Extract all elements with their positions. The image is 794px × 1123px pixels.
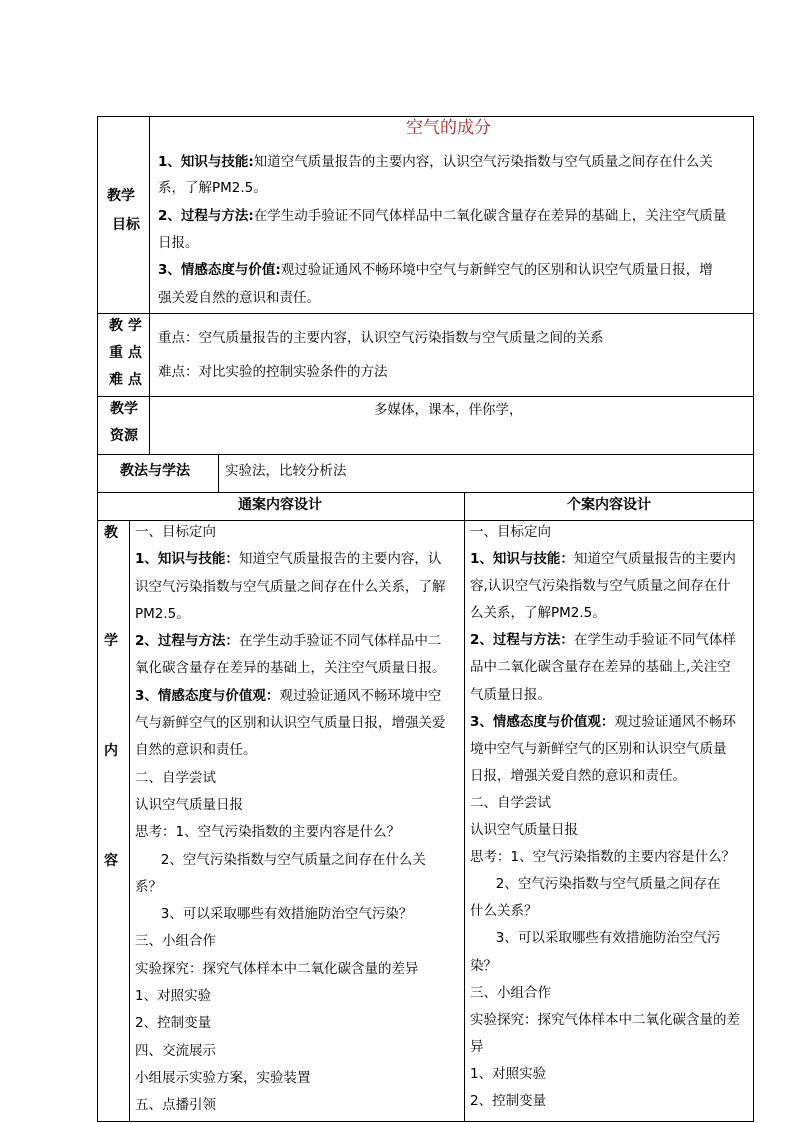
individual-line-21: 1、对照实验 <box>470 1065 547 1082</box>
individual-line-15: 什么关系？ <box>470 903 538 920</box>
row-divider-4 <box>97 492 754 493</box>
individual-line-2-text: 知道空气质量报告的主要内 <box>573 551 736 568</box>
individual-line-8 <box>470 709 750 736</box>
common-line-20: 四、交流展示 <box>135 1042 216 1059</box>
common-line-9: 自然的意识和责任。 <box>135 742 257 759</box>
objective-1-head: 1、知识与技能: <box>158 154 254 170</box>
keypoints-label-2: 重 点 <box>109 345 142 361</box>
individual-line-8-text: 观过验证通风不畅环 <box>614 713 736 730</box>
individual-line-19: 实验探究：探究气体样本中二氧化碳含量的差 <box>470 1011 740 1028</box>
individual-line-12: 认识空气质量日报 <box>470 822 578 839</box>
side-label-divider <box>129 520 130 1121</box>
individual-line-17: 染？ <box>470 957 497 974</box>
common-line-15: 3、可以采取哪些有效措施防治空气污染？ <box>135 906 413 923</box>
objective-line-1 <box>158 149 713 175</box>
common-line-7-text: 观过验证通风不畅环境中空 <box>279 687 442 704</box>
common-line-16: 三、小组合作 <box>135 933 216 950</box>
key-point-text: 重点：空气质量报告的主要内容，认识空气污染指数与空气质量之间的关系 <box>158 330 604 346</box>
objective-2-head: 2、过程与方法: <box>158 208 254 224</box>
individual-line-16: 3、可以采取哪些有效措施防治空气污 <box>470 930 721 947</box>
individual-line-10: 日报，增强关爱自然的意识和责任。 <box>470 767 686 784</box>
table-border-left <box>97 116 98 1121</box>
common-line-21: 小组展示实验方案，实验装置 <box>135 1069 311 1086</box>
individual-line-20: 异 <box>470 1038 484 1055</box>
objective-line-3-cont: 强关爱自然的意识和责任。 <box>158 290 320 306</box>
common-line-7-head: 3、情感态度与价值观： <box>135 687 280 704</box>
objective-3-head: 3、情感态度与价值: <box>158 262 281 278</box>
keypoints-label-1: 教 学 <box>109 318 142 334</box>
common-line-6: 氧化碳含量存在差异的基础上，关注空气质量日报。 <box>135 660 446 677</box>
individual-line-8-head: 3、情感态度与价值观： <box>470 713 615 730</box>
objective-line-2-cont: 日报。 <box>158 235 199 251</box>
common-line-7 <box>135 683 460 710</box>
common-line-22: 五、点播引领 <box>135 1097 216 1114</box>
objective-line-1-cont: 系，了解PM2.5。 <box>158 180 267 196</box>
individual-line-11: 二、自学尝试 <box>470 794 551 811</box>
individual-line-2-head: 1、知识与技能： <box>470 551 574 568</box>
page-title: 空气的成分 <box>406 118 491 138</box>
common-line-2-text: 知道空气质量报告的主要内容，认 <box>238 551 442 568</box>
objective-1-text: 知道空气质量报告的主要内容，认识空气污染指数与空气质量之间存在什么关 <box>253 154 713 170</box>
individual-line-5 <box>470 627 750 654</box>
common-line-4: PM2.5。 <box>135 605 190 622</box>
row-divider-1 <box>97 313 754 314</box>
common-line-14: 系？ <box>135 878 162 895</box>
common-line-2-head: 1、知识与技能： <box>135 551 239 568</box>
objectives-label-bottom: 目标 <box>112 217 140 233</box>
table-border-right <box>753 116 754 1121</box>
common-line-11: 认识空气质量日报 <box>135 796 243 813</box>
content-side-label-2: 学 <box>104 633 118 649</box>
individual-design-content <box>470 519 750 1115</box>
difficulty-text: 难点：对比实验的控制实验条件的方法 <box>158 364 388 380</box>
table-border-bottom <box>97 1121 754 1122</box>
keypoints-label-3: 难 点 <box>109 372 142 388</box>
objectives-label-top: 教学 <box>107 188 135 204</box>
individual-line-14: 2、空气污染指数与空气质量之间存在 <box>470 876 721 893</box>
common-line-12: 思考：1、空气污染指数的主要内容是什么？ <box>135 824 401 841</box>
common-line-18: 1、对照实验 <box>135 988 212 1005</box>
individual-line-5-head: 2、过程与方法： <box>470 632 574 649</box>
individual-line-1: 一、目标定向 <box>470 524 551 540</box>
common-line-17: 实验探究：探究气体样本中二氧化碳含量的差异 <box>135 960 419 977</box>
individual-line-13: 思考：1、空气污染指数的主要内容是什么？ <box>470 849 736 866</box>
individual-line-6: 品中二氧化碳含量存在差异的基础上,关注空 <box>470 659 731 676</box>
content-side-label-1: 教 <box>104 525 118 541</box>
individual-line-2 <box>470 546 750 573</box>
individual-line-7: 气质量日报。 <box>470 686 551 703</box>
individual-line-5-text: 在学生动手验证不同气体样 <box>573 632 736 649</box>
objective-3-text: 观过验证通风不畅环境中空气与新鲜空气的区别和认识空气质量日报，增 <box>280 262 713 278</box>
individual-line-3: 容,认识空气污染指数与空气质量之间存在什 <box>470 578 731 595</box>
methods-label: 教法与学法 <box>120 463 190 479</box>
common-design-content <box>135 519 460 1120</box>
individual-line-9: 境中空气与新鲜空气的区别和认识空气质量 <box>470 740 727 757</box>
common-line-19: 2、控制变量 <box>135 1015 212 1032</box>
common-line-1: 一、目标定向 <box>135 524 216 540</box>
individual-line-4: 么关系，了解PM2.5。 <box>470 605 606 622</box>
content-side-label-4: 容 <box>104 853 118 869</box>
resources-label-bottom: 资源 <box>110 428 138 444</box>
common-design-header: 通案内容设计 <box>238 497 322 513</box>
individual-line-22: 2、控制变量 <box>470 1092 547 1109</box>
methods-text: 实验法，比较分析法 <box>225 463 347 479</box>
objective-line-3 <box>158 257 713 283</box>
content-side-label-3: 内 <box>104 743 118 759</box>
common-line-2 <box>135 546 460 573</box>
common-line-10: 二、自学尝试 <box>135 769 216 786</box>
common-line-5-text: 在学生动手验证不同气体样品中二 <box>238 633 442 650</box>
individual-design-header: 个案内容设计 <box>567 497 651 513</box>
resources-text: 多媒体，课本，伴你学， <box>374 402 523 418</box>
label-column-divider <box>149 116 150 454</box>
common-line-5 <box>135 628 460 655</box>
common-line-3: 识空气污染指数与空气质量之间存在什么关系，了解 <box>135 578 446 595</box>
common-line-5-head: 2、过程与方法： <box>135 633 239 650</box>
common-line-13: 2、空气污染指数与空气质量之间存在什么关 <box>135 851 426 868</box>
design-column-divider <box>464 492 465 1121</box>
resources-label-top: 教学 <box>110 401 138 417</box>
objective-line-2 <box>158 203 726 229</box>
row-divider-3 <box>97 454 754 455</box>
methods-column-divider <box>218 454 219 492</box>
objective-2-text: 在学生动手验证不同气体样品中二氧化碳含量存在差异的基础上，关注空气质量 <box>253 208 727 224</box>
individual-line-18: 三、小组合作 <box>470 984 551 1001</box>
common-line-8: 气与新鲜空气的区别和认识空气质量日报，增强关爱 <box>135 715 446 732</box>
